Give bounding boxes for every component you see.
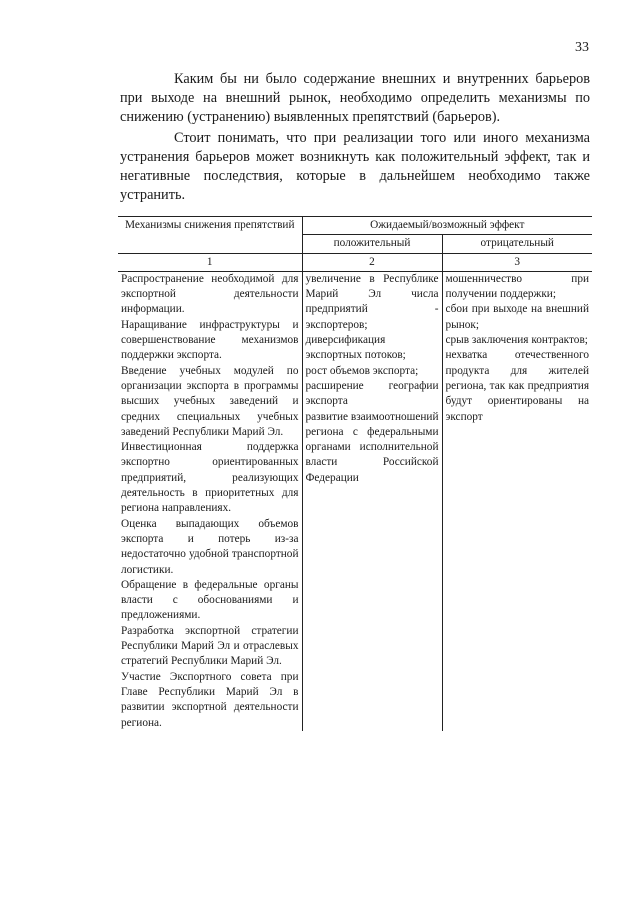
paragraph-2: Стоит понимать, что при реализации того или иного механизма устранения барьеров может возникнуть как положительный эффект, так и негативные последствия, которые в дальнейшем необходимо также устранить. <box>120 130 590 203</box>
header-mechanisms: Механизмы снижения препятствий <box>118 217 302 254</box>
header-effect: Ожидаемый/возможный эффект <box>302 217 592 235</box>
mechanism-item: Оценка выпадающих объемов экспорта и потерь из-за недостаточно удобной транспортной логистики. <box>121 517 299 576</box>
mechanism-item: Введение учебных модулей по организации экспорта в программы высших учебных заведений и средних специальных учебных заведений Республики Марий Эл. <box>121 364 299 438</box>
negative-cell <box>442 271 592 730</box>
negative-item: нехватка отечественного продукта для жителей региона, так как предприятия будут ориентированы на экспорт <box>445 349 590 423</box>
header-num-1: 1 <box>118 253 302 271</box>
positive-item: диверсификация экспортных потоков; <box>305 334 406 362</box>
mechanisms-table <box>118 216 592 731</box>
positive-item: расширение географии экспорта <box>305 379 439 408</box>
positive-cell <box>302 271 442 730</box>
positive-item: развитие взаимоотношений региона с федеральными органами исполнительной власти Российской Федерации <box>305 410 439 484</box>
negative-item: сбои при выходе на внешний рынок; <box>445 303 590 331</box>
mechanism-item: Инвестиционная поддержка экспортно ориентированных предприятий, реализующих деятельность в приоритетных для региона направлениях. <box>121 441 299 515</box>
header-negative: отрицательный <box>442 235 592 253</box>
negative-item: мошенничество при получении поддержки; <box>445 272 590 301</box>
page-number: 33 <box>575 40 589 55</box>
mechanism-item: Обращение в федеральные органы власти с обоснованиями и предложениями. <box>121 578 299 622</box>
header-num-3: 3 <box>442 253 592 271</box>
header-positive: положительный <box>302 235 442 253</box>
mechanism-item: Участие Экспортного совета при Главе Республики Марий Эл в развитии экспортной деятельности региона. <box>121 670 299 729</box>
mechanism-item: Распространение необходимой для экспортной деятельности информации. <box>121 272 299 316</box>
negative-item: срыв заключения контрактов; <box>445 334 588 347</box>
mechanisms-cell <box>118 271 302 730</box>
mechanism-item: Разработка экспортной стратегии Республики Марий Эл и отраслевых стратегий Республики Марий Эл. <box>121 624 299 668</box>
paragraph-1: Каким бы ни было содержание внешних и внутренних барьеров при выходе на внешний рынок, необходимо определить механизмы по снижению (устранению) выявленных препятствий (барьеров). <box>120 71 590 125</box>
positive-item: рост объемов экспорта; <box>305 364 419 377</box>
mechanism-item: Наращивание инфраструктуры и совершенствование механизмов поддержки экспорта. <box>121 318 299 362</box>
header-num-2: 2 <box>302 253 442 271</box>
positive-item: увеличение в Республике Марий Эл числа предприятий - экспортеров; <box>305 272 439 331</box>
